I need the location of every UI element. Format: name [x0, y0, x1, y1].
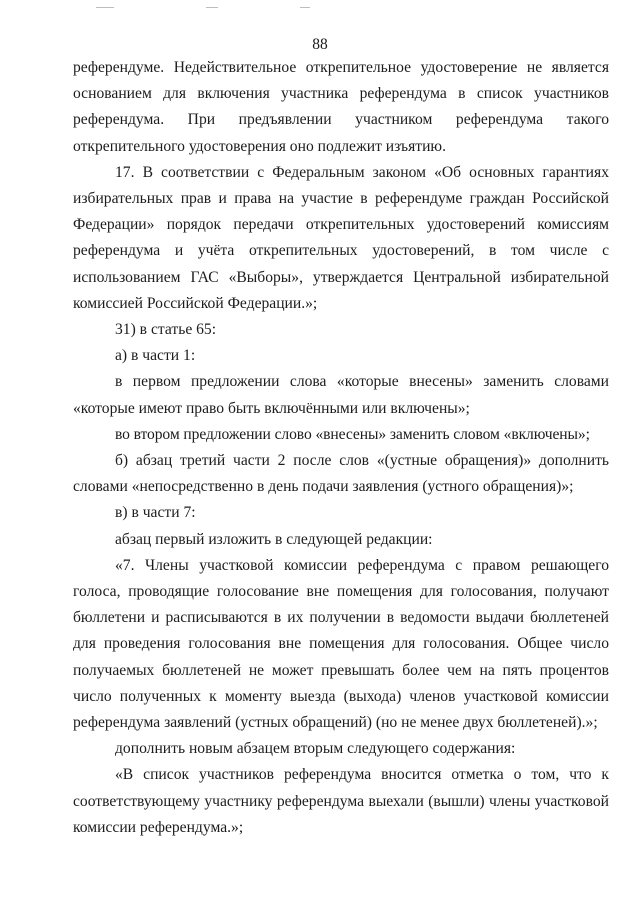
- paragraph-subitem-b: б) абзац третий части 2 после слов «(устные обращения)» дополнить словами «непосредственно в день подачи заявления (устного обращения)»;: [73, 452, 609, 496]
- paragraph-quoted-new-second: «В список участников референдума вносится отметка о том, что к соответствующему участнику референдума выехали (вышли) члены участковой комиссии референдума.»;: [73, 766, 609, 836]
- paragraph-first-sentence: в первом предложении слова «которые внесены» заменить словами «которые имеют право быть включёнными или включены»;: [73, 373, 609, 417]
- paragraph-first-paragraph-edit: абзац первый изложить в следующей редакции:: [115, 530, 433, 548]
- paragraph-item-17: 17. В соответствии с Федеральным законом «Об основных гарантиях избирательных прав и права на участие в референдуме граждан Российской Федерации» порядок передачи открепительных удостоверений комиссиям референдума и учёта открепительных удостоверений, в том числе с использованием ГАС «Выборы», утверждается Центральной избирательной комиссией Российской Федерации.»;: [73, 163, 609, 312]
- scan-artifact: [300, 7, 310, 8]
- document-body: [73, 55, 609, 841]
- page-number: 88: [312, 36, 328, 53]
- paragraph-subitem-a: а) в части 1:: [115, 347, 196, 365]
- scan-artifact: [96, 7, 114, 8]
- paragraph-second-sentence: во втором предложении слово «внесены» заменить словом «включены»;: [115, 425, 590, 443]
- paragraph-continuation: референдуме. Недействительное открепительное удостоверение не является основанием для включения участника референдума в список участников референдума. При предъявлении участником референдума такого открепительного удостоверения оно подлежит изъятию.: [73, 59, 609, 155]
- paragraph-add-new: дополнить новым абзацем вторым следующего содержания:: [115, 740, 516, 758]
- paragraph-item-31: 31) в статье 65:: [115, 321, 217, 339]
- paragraph-subitem-v: в) в части 7:: [115, 504, 196, 522]
- scan-artifact: [206, 7, 218, 8]
- paragraph-quoted-part-7: «7. Члены участковой комиссии референдума с правом решающего голоса, проводящие голосование вне помещения для голосования, получают бюллетени и расписываются в их получении в ведомости выдачи бюллетеней для проведения голосования вне помещения для голосования. Общее число получаемых бюллетеней не может превышать более чем на пять процентов число полученных к моменту выезда (выхода) членов участковой комиссии референдума заявлений (устных обращений) (но не менее двух бюллетеней).»;: [73, 556, 609, 732]
